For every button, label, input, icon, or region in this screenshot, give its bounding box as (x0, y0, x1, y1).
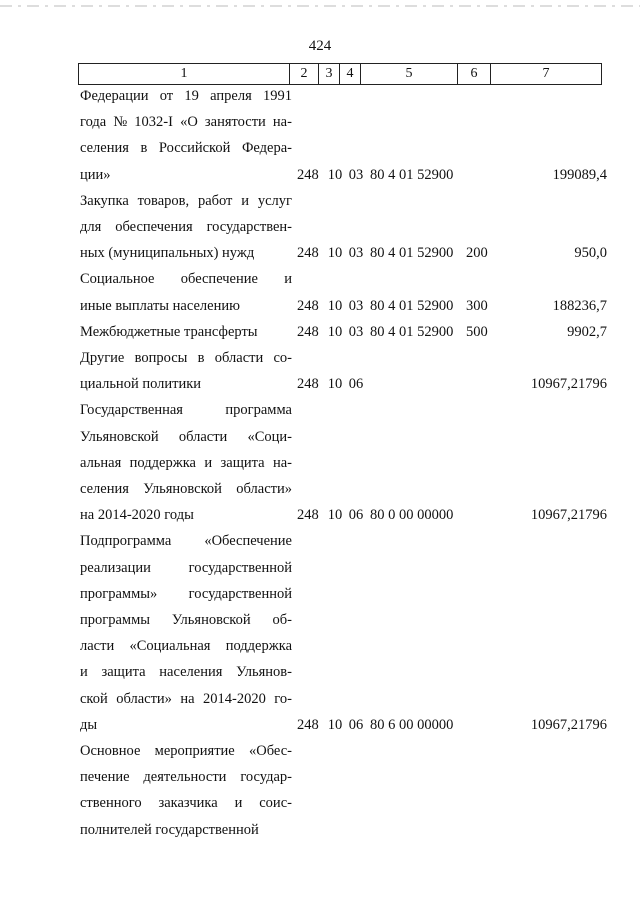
row-text-line (80, 638, 292, 655)
word: обеспечение (180, 271, 258, 288)
word: ской (80, 690, 108, 707)
row-text-line: иные выплаты населению (80, 297, 240, 314)
word: Федера- (241, 140, 292, 157)
row-cell-c7: 950,0 (574, 245, 607, 262)
column-header-6: 6 (458, 64, 491, 85)
row-cell-c2: 248 (297, 323, 319, 340)
row-text-line: Межбюджетные трансферты (80, 323, 258, 340)
word: для (80, 219, 102, 235)
word: программы» (80, 585, 158, 602)
row-cell-c6: 300 (466, 297, 488, 314)
row-cell-c5: 80 4 01 52900 (370, 245, 454, 262)
word: 2014-2020 (203, 690, 266, 707)
word: года (80, 114, 107, 131)
column-header-5: 5 (361, 64, 458, 85)
row-text-line (80, 743, 292, 760)
row-text-line: ды (80, 716, 98, 733)
word: Федерации (80, 88, 149, 104)
word: услуг (257, 192, 292, 209)
word: «Обеспечение (204, 533, 292, 550)
word: товаров, (137, 192, 190, 209)
word: работ (197, 192, 233, 209)
word: соис- (259, 795, 292, 812)
row-cell-c4: 03 (348, 245, 364, 262)
word: «Социальная (129, 638, 211, 655)
row-cell-c6: 200 (466, 245, 488, 262)
word: на- (272, 114, 292, 131)
word: обеспечения (115, 219, 193, 235)
word: Другие (80, 350, 125, 366)
row-cell-c5: 80 6 00 00000 (370, 716, 454, 733)
row-cell-c7: 10967,21796 (530, 507, 607, 524)
word: со- (273, 350, 292, 366)
column-header-4: 4 (340, 64, 361, 85)
word: «О (180, 114, 198, 131)
word: апреля (210, 88, 252, 104)
word: Закупка (80, 192, 129, 209)
word: поддержка (225, 638, 292, 655)
page-number: 424 (308, 38, 332, 54)
word: государственной (188, 585, 292, 602)
word: Социальное (80, 271, 155, 288)
row-text-line (80, 533, 292, 550)
word: мероприятие (154, 743, 235, 759)
row-cell-c2: 248 (297, 716, 319, 733)
word: Российской (158, 140, 231, 157)
row-cell-c3: 10 (327, 245, 343, 262)
row-cell-c2: 248 (297, 507, 319, 524)
row-cell-c3: 10 (327, 716, 343, 733)
word: области (214, 350, 264, 366)
row-cell-c4: 06 (348, 716, 364, 733)
column-header-2: 2 (290, 64, 319, 85)
word: на- (272, 454, 292, 471)
word: от (159, 88, 174, 104)
word: Основное (80, 743, 141, 759)
row-cell-c2: 248 (297, 166, 319, 183)
word: Ульяновской (80, 428, 159, 445)
word: поддержка (129, 454, 196, 471)
word: занятости (204, 114, 266, 131)
row-text-line (80, 350, 292, 367)
row-text-line (80, 560, 292, 577)
word: области (178, 428, 228, 445)
row-cell-c4: 06 (348, 507, 364, 524)
column-header-7: 7 (491, 64, 602, 85)
row-text-line (80, 219, 292, 236)
row-text-line (80, 664, 292, 681)
word: и (80, 664, 88, 681)
row-text-line: на 2014-2020 годы (80, 507, 194, 524)
word: № (113, 114, 128, 131)
row-text-line (80, 114, 292, 131)
row-cell-c3: 10 (327, 323, 343, 340)
row-cell-c4: 06 (348, 376, 364, 393)
row-text-line (80, 481, 292, 498)
word: альная (80, 454, 122, 471)
word: 19 (184, 88, 199, 104)
word: 1991 (263, 88, 292, 104)
column-header-1: 1 (79, 64, 290, 85)
row-cell-c5: 80 4 01 52900 (370, 297, 454, 314)
word: программы (80, 612, 150, 628)
word: заказчика (158, 795, 218, 812)
word: защита (101, 664, 146, 681)
word: государ- (240, 769, 292, 786)
row-text-line (80, 769, 292, 786)
word: деятельности (143, 769, 227, 786)
word: селения (80, 140, 129, 157)
word: и (284, 271, 292, 288)
row-cell-c2: 248 (297, 297, 319, 314)
word: Ульяновской (143, 481, 222, 497)
word: го- (274, 690, 292, 707)
word: Подпрограмма (80, 533, 172, 550)
word: реализации (80, 559, 151, 576)
word: в (140, 140, 148, 157)
row-cell-c7: 10967,21796 (530, 716, 607, 733)
row-cell-c2: 248 (297, 376, 319, 393)
word: на (180, 690, 195, 707)
word: и (241, 192, 249, 209)
word: государственной (188, 559, 292, 576)
row-text-line (80, 402, 292, 419)
word: и (204, 454, 213, 471)
row-cell-c3: 10 (327, 166, 343, 183)
word: Ульянов- (236, 664, 292, 681)
word: «Обес- (249, 743, 292, 759)
row-cell-c5: 80 4 01 52900 (370, 166, 454, 183)
row-cell-c5: 80 4 01 52900 (370, 323, 454, 340)
row-text-line (80, 88, 292, 105)
word: ственного (80, 795, 142, 812)
word: области» (116, 690, 172, 707)
word: Ульяновской (171, 612, 251, 628)
word: защита (220, 454, 265, 471)
word: «Соци- (247, 428, 292, 445)
row-text-line (80, 193, 292, 210)
row-text-line: ных (муниципальных) нужд (80, 245, 255, 262)
word: ласти (80, 638, 115, 655)
row-cell-c5: 80 0 00 00000 (370, 507, 454, 524)
word: государствен- (206, 219, 292, 235)
row-text-line: циальной политики (80, 376, 202, 393)
row-text-line (80, 612, 292, 629)
word: и (234, 795, 243, 812)
column-header-3: 3 (319, 64, 340, 85)
word: населения (159, 664, 223, 681)
row-cell-c7: 199089,4 (552, 166, 607, 183)
row-text-line (80, 455, 292, 472)
row-text-line: ции» (80, 166, 111, 183)
row-text-line: полнителей государственной (80, 821, 259, 838)
row-cell-c2: 248 (297, 245, 319, 262)
word: 1032-I (134, 114, 173, 131)
word: об- (272, 612, 292, 628)
word: селения (80, 481, 129, 497)
row-cell-c3: 10 (327, 507, 343, 524)
row-text-line (80, 586, 292, 603)
row-cell-c3: 10 (327, 376, 343, 393)
word: программа (225, 402, 292, 419)
word: области» (236, 481, 292, 497)
row-text-line (80, 691, 292, 708)
row-cell-c4: 03 (348, 297, 364, 314)
word: печение (80, 769, 130, 786)
row-text-line (80, 795, 292, 812)
row-cell-c4: 03 (348, 323, 364, 340)
row-text-line (80, 429, 292, 446)
row-cell-c3: 10 (327, 297, 343, 314)
row-text-line (80, 271, 292, 288)
word: в (197, 350, 205, 366)
word: Государственная (80, 402, 183, 419)
row-cell-c7: 10967,21796 (530, 376, 607, 393)
row-cell-c4: 03 (348, 166, 364, 183)
row-cell-c6: 500 (466, 323, 488, 340)
row-cell-c7: 9902,7 (567, 323, 607, 340)
row-cell-c7: 188236,7 (552, 297, 607, 314)
word: вопросы (134, 350, 188, 366)
row-text-line (80, 140, 292, 157)
